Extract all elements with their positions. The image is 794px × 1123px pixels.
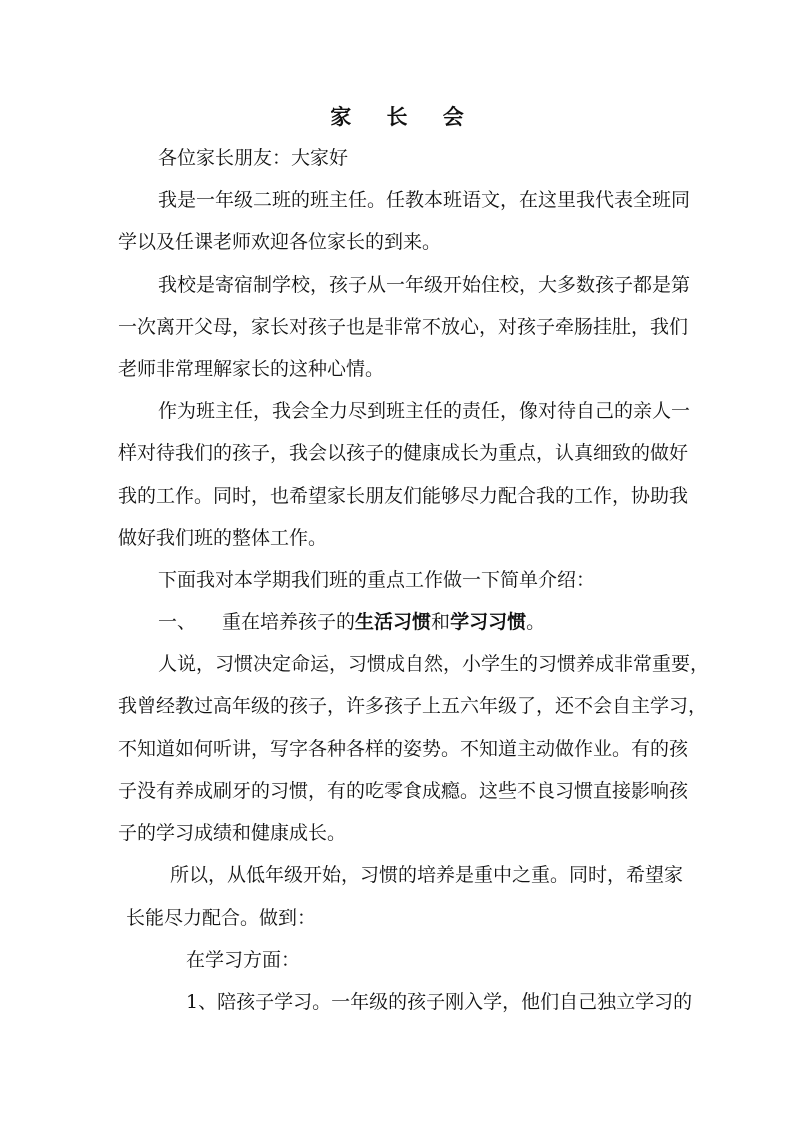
section-1-heading [158,610,545,634]
paragraph-2-line-2: 一次离开父母，家长对孩子也是非常不放心，对孩子牵肠挂肚，我们 [118,316,689,338]
paragraph-4-line-5: 子的学习成绩和健康成长。 [118,822,347,844]
section-1-text: 重在培养孩子的 [222,611,356,633]
paragraph-4-line-4: 子没有养成刷牙的习惯，有的吃零食成瘾。这些不良习惯直接影响孩 [118,780,689,802]
paragraph-5-line-2: 长能尽力配合。做到： [126,907,317,929]
greeting: 各位家长朋友：大家好 [158,147,349,169]
paragraph-1-line-2: 学以及任课老师欢迎各位家长的到来。 [118,231,442,253]
study-item-1: 1、陪孩子学习。一年级的孩子刚入学，他们自己独立学习的 [186,991,693,1013]
section-1-connector: 和 [431,611,451,633]
paragraph-3-line-1: 作为班主任，我会全力尽到班主任的责任，像对待自己的亲人一 [158,400,691,422]
paragraph-3-line-4: 做好我们班的整体工作。 [118,527,328,549]
paragraph-2-line-3: 老师非常理解家长的这种心情。 [118,358,385,380]
paragraph-5-line-1: 所以，从低年级开始，习惯的培养是重中之重。同时，希望家 [170,864,684,886]
document-title: 家 长 会 [330,104,478,129]
study-heading: 在学习方面： [186,949,301,971]
section-1-bold-life-habits: 生活习惯 [355,611,432,633]
paragraph-4-line-1: 人说，习惯决定命运，习惯成自然，小学生的习惯养成非常重要， [158,653,710,675]
paragraph-4-line-2: 我曾经教过高年级的孩子，许多孩子上五六年级了，还不会自主学习， [118,695,708,717]
paragraph-2-line-1: 我校是寄宿制学校，孩子从一年级开始住校，大多数孩子都是第 [158,274,691,296]
section-1-number: 一、 [158,611,197,633]
paragraph-3-line-3: 我的工作。同时，也希望家长朋友们能够尽力配合我的工作，协助我 [118,485,689,507]
intro-line: 下面我对本学期我们班的重点工作做一下简单介绍： [158,569,596,591]
paragraph-4-line-3: 不知道如何听讲，写字各种各样的姿势。不知道主动做作业。有的孩 [118,738,689,760]
section-1-end: 。 [526,611,546,633]
paragraph-3-line-2: 样对待我们的孩子，我会以孩子的健康成长为重点，认真细致的做好 [118,442,689,464]
section-1-bold-study-habits: 学习习惯 [450,611,527,633]
paragraph-1-line-1: 我是一年级二班的班主任。任教本班语文，在这里我代表全班同 [158,189,691,211]
